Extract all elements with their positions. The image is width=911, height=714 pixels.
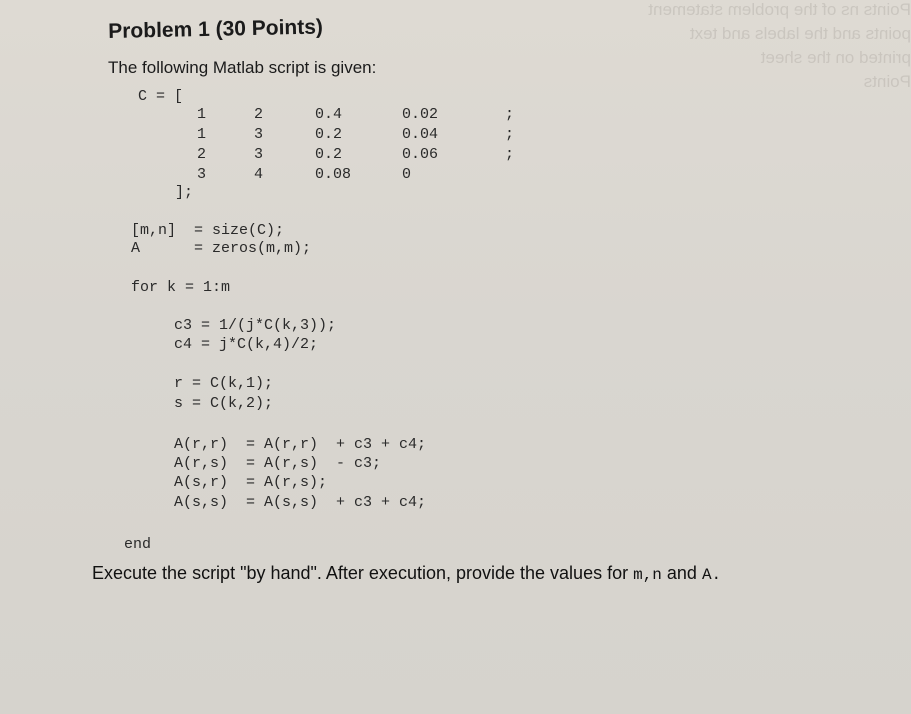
code-line: A(s,r) = A(r,s); [174,474,328,491]
bleed-through-text: Points ns of the problem statement points and the labels and text printed on the sheet Points [648,0,911,91]
matrix-cell: 0.2 [315,146,343,163]
matrix-cell: 3 [254,146,264,163]
code-line: A(r,s) = A(r,s) - c3; [174,455,382,472]
matrix-cell: ; [505,146,515,163]
matrix-cell: 0.02 [402,106,439,123]
matrix-cell: 4 [254,166,264,183]
matrix-cell: 0.06 [402,146,439,163]
code-line: [m,n] = size(C); [131,222,285,239]
matrix-cell: ; [505,126,515,143]
code-line: for k = 1:m [131,279,231,296]
instruction-part: and [661,563,702,583]
code-line: end [124,536,152,553]
code-line: c3 = 1/(j*C(k,3)); [174,317,337,334]
matrix-open: C = [ [138,88,184,105]
matrix-cell: 0.08 [315,166,352,183]
matrix-cell: 2 [254,106,264,123]
code-line: r = C(k,1); [174,375,274,392]
code-line: s = C(k,2); [174,395,274,412]
matrix-cell: 3 [254,126,264,143]
code-line: A = zeros(m,m); [131,240,312,257]
matrix-cell: ; [505,106,515,123]
code-line: c4 = j*C(k,4)/2; [174,336,319,353]
instruction-part: Execute the script "by hand". After execution, provide the values for [92,563,634,583]
instruction-code: m,n [633,566,662,584]
problem-heading: Problem 1 (30 Points) [108,15,324,43]
instruction-text [92,563,721,584]
matrix-cell: 0 [402,166,412,183]
matrix-cell: 3 [197,166,207,183]
matrix-cell: 0.4 [315,106,343,123]
problem-intro: The following Matlab script is given: [108,58,377,77]
matrix-cell: 1 [197,126,207,143]
matrix-cell: 2 [197,146,207,163]
matrix-close: ]; [175,184,194,201]
matrix-cell: 0.04 [402,126,439,143]
matrix-cell: 0.2 [315,126,343,143]
instruction-code: A. [701,566,722,584]
matrix-cell: 1 [197,106,207,123]
code-line: A(s,s) = A(s,s) + c3 + c4; [174,494,427,511]
code-line: A(r,r) = A(r,r) + c3 + c4; [174,436,427,453]
